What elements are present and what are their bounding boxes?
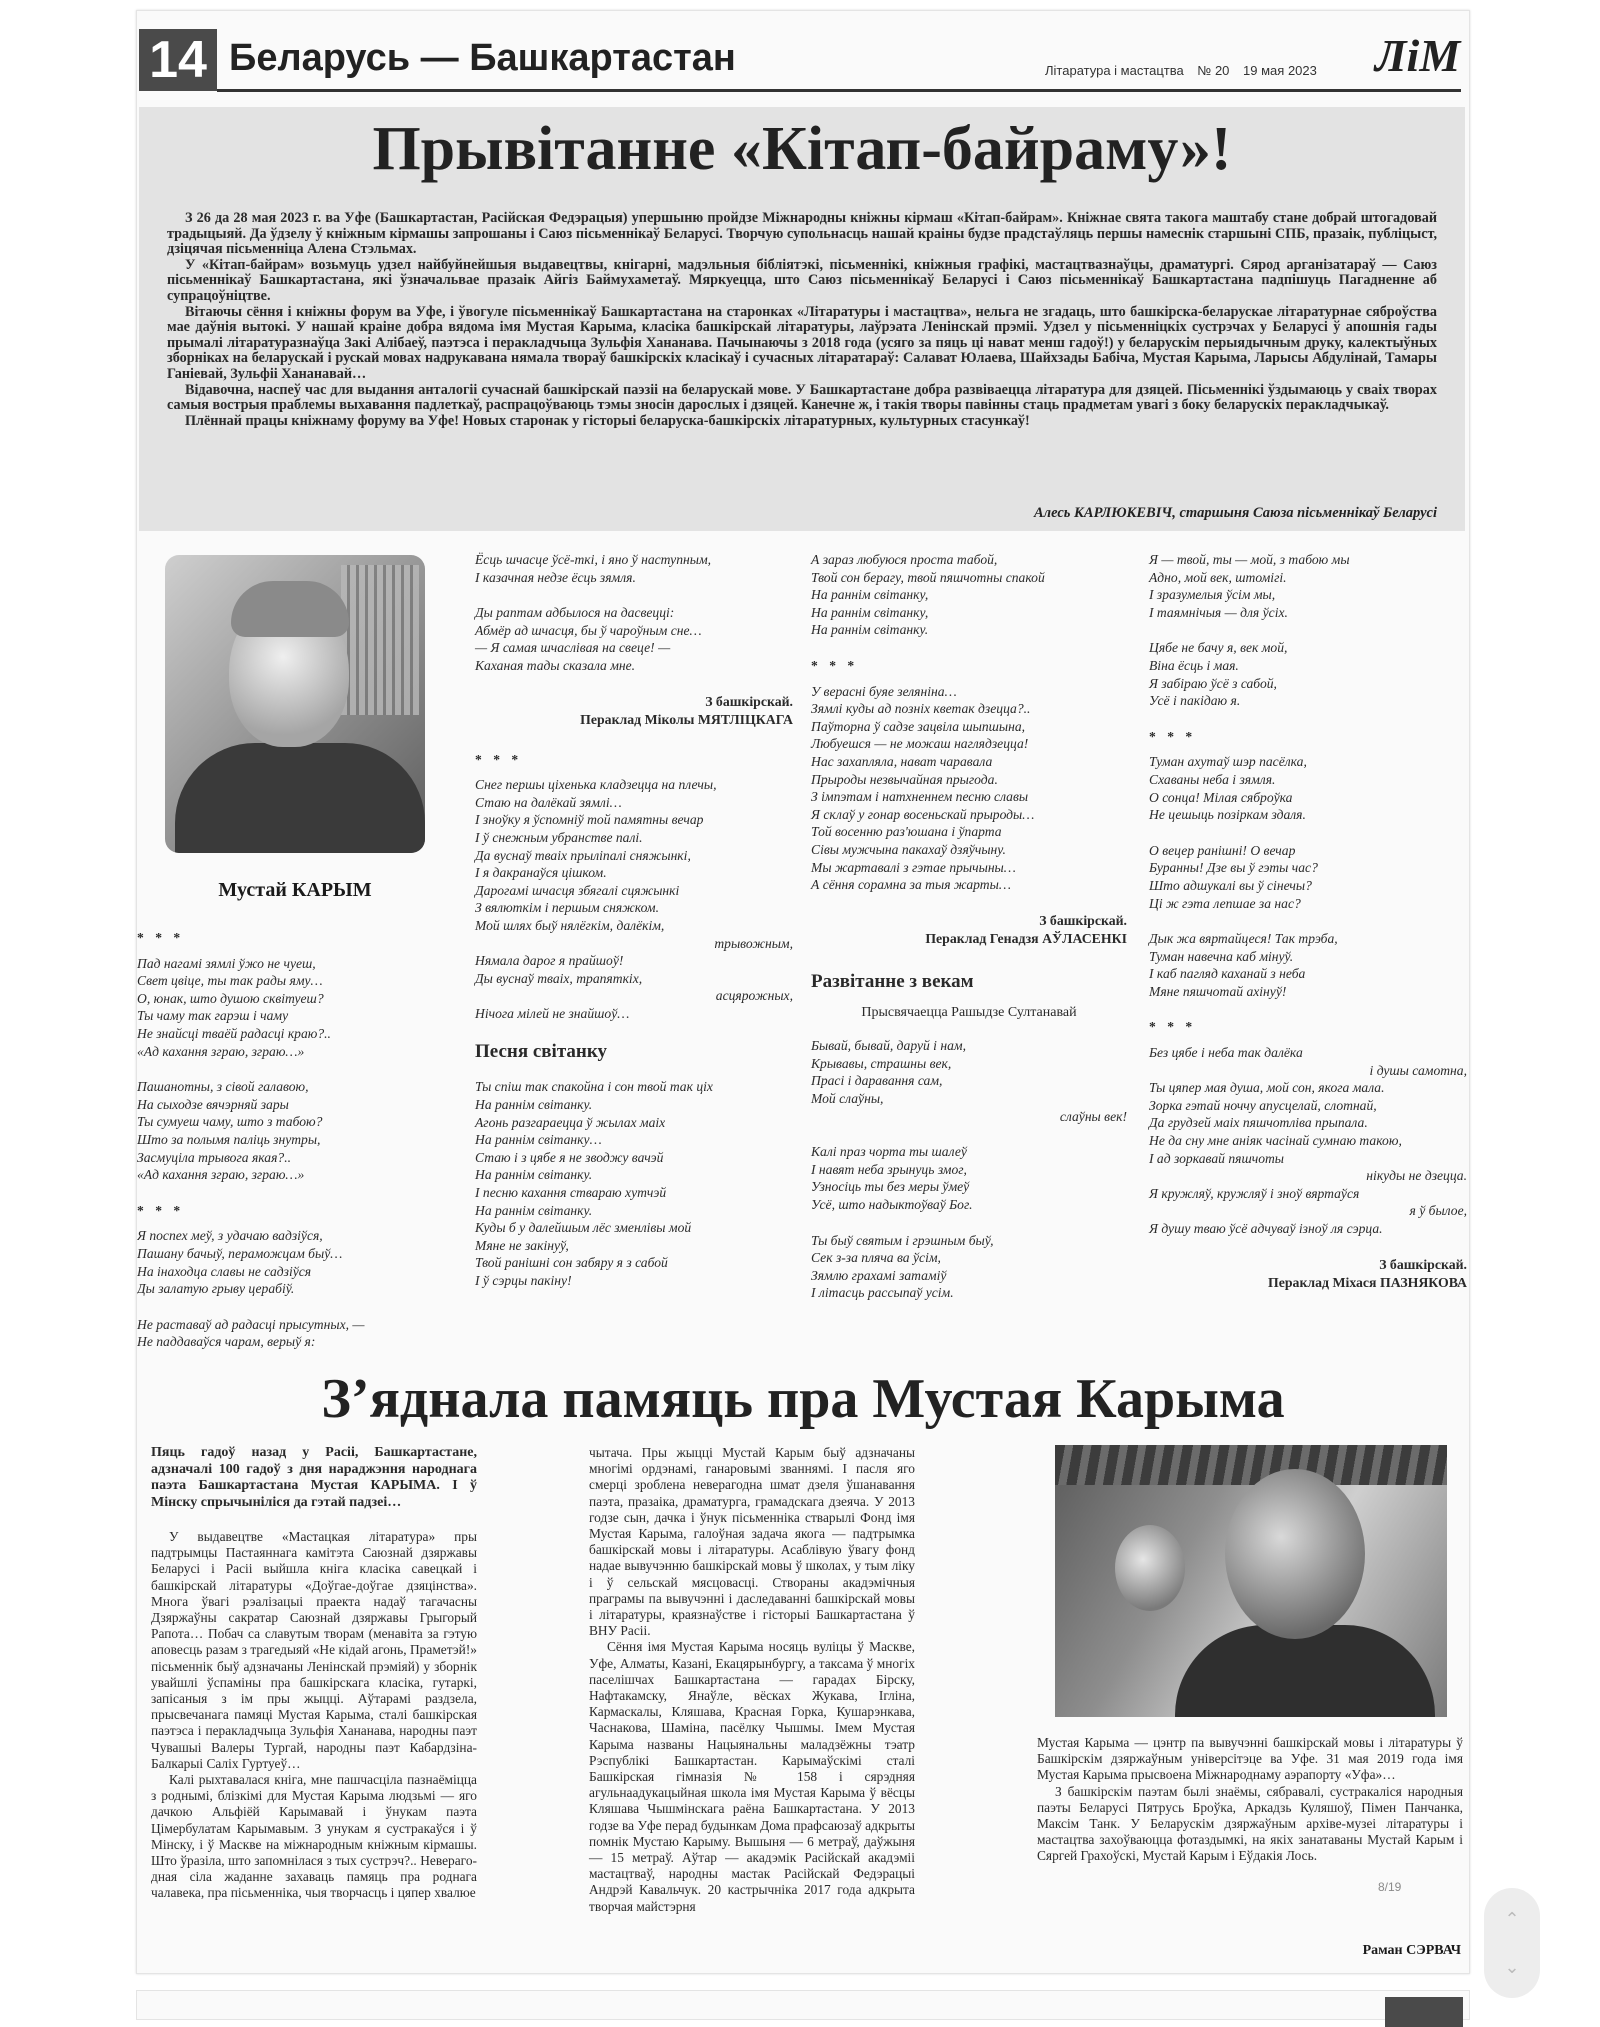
poem-line: Узносіць ты без меры ўмеў [811, 1179, 970, 1195]
poem-line: — Я самая шчаслівая на свеце! — [475, 640, 671, 656]
poem-stanza [811, 551, 1127, 639]
poem-stanza [1149, 1044, 1467, 1238]
poem-line: Прыроды незвычайная прыгода. [811, 771, 998, 787]
poem-line: Я — твой, ты — мой, з табою мы [1149, 552, 1350, 567]
greeting-paragraph: Плённай працы кніжнаму форуму ва Уфе! Новых старонак у гісторыі беларуска-башкірскіх літаратурных, культурных стасункаў! [185, 412, 1030, 429]
poem-line: Сек з-за пляча ва ўсім, [811, 1250, 941, 1266]
issue-date: 19 мая 2023 [1243, 63, 1317, 78]
greeting-body [167, 211, 1437, 429]
poem-line: На сыходзе вячэрняй зары [137, 1096, 289, 1112]
article-paragraph: З башкірскім паэтам былі знаёмы, сябравалі, сустракаліся народныя паэты Беларусі Пятрусь Броўка, Аркадзь Куляшоў, Пімен Панчанка, Максім Танк. У Беларускім дзяржаўным архіве-музеі літаратуры і мастацтва захоўваюцца фотаздымкі, на якіх занатаваны Мустай Карым і Сяргей Грахоўскі, Мустай Карым і Еўдакія Лось. [1037, 1783, 1463, 1864]
poem-stanza [811, 683, 1127, 894]
poem-line: О вецер ранішні! О вечар [1149, 842, 1296, 858]
issue-info [1045, 63, 1327, 78]
poem-stanza [1149, 753, 1467, 823]
newspaper-page [136, 10, 1470, 1974]
greeting-paragraph: Відавочна, наспеў час для выдання анталогіі сучаснай башкірскай паэзіі на беларускай мове. У Башкартастане добра развіваецца літаратура для дзяцей. Пісьменнікі ўздымаюць у сваіх творах самыя вострыя праблемы выхавання падлеткаў, распрацоўваюць тэмы зносін дарослых і дзяцей. Канечне ж, і такія творы павінны стаць прадметам увагі з боку беларускіх перакладчыкаў. [167, 381, 1437, 414]
photo-person-main [1225, 1469, 1365, 1639]
poem-line: Туман навечна каб мінуў. [1149, 948, 1294, 964]
credit-line: Пераклад Міколы МЯТЛІЦКАГА [580, 711, 793, 727]
poem-line: І зразумелыя ўсім мы, [1149, 587, 1276, 603]
poem-stanza [811, 1143, 1127, 1213]
poem-stanza [475, 604, 793, 674]
poem-line: Не да сну мне аніяк часінай сумнаю такою, [1149, 1133, 1402, 1149]
stanza-separator: * * * [137, 930, 185, 945]
credit-line: З башкірскай. [705, 693, 793, 709]
poem-line: Без цябе і неба так далёка [1149, 1045, 1303, 1061]
poems-column-1 [137, 917, 437, 1369]
poem-stanza [1149, 930, 1467, 1000]
poem-line: І казачная недзе ёсць зямля. [475, 569, 636, 585]
poem-line: Зямлю грахамі затаміў [811, 1267, 947, 1283]
poem-line: Схаваны неба і зямля. [1149, 771, 1276, 787]
poem-line: Зямлі куды ад позніх кветак дзецца?.. [811, 701, 1031, 717]
credit-line: Пераклад Міхася ПАЗНЯКОВА [1268, 1274, 1467, 1290]
page-number: 14 [139, 29, 217, 91]
poem-line: О, юнак, што душою сквітуеш? [137, 990, 324, 1006]
poems-column-2 [475, 551, 793, 1308]
poem-line: Твой ранішні сон забяру я з сабой [475, 1255, 668, 1271]
poem-line: І песню кахання ствараю хутчэй [475, 1185, 667, 1201]
article-paragraph: Мустая Карыма — цэнтр па вывучэнні башкірскай мовы і літаратуры ў Башкірскім дзяржаўным універсітэце ва Уфе. 31 мая 2019 года імя Мустая Карыма прысвоена Міжнароднаму аэрапорту «Уфа»… [1037, 1735, 1463, 1783]
poem-line: Цябе не бачу я, век мой, [1149, 640, 1288, 656]
poem-line: Туман ахутаў шэр пасёлка, [1149, 754, 1307, 770]
poem-line: Усё і пакідаю я. [1149, 693, 1241, 709]
author-portrait-photo [165, 555, 425, 853]
poem-line: Ёсць шчасце ўсё-ткі, і яно ў наступным, [475, 552, 712, 567]
poem-line: Паўторна ў садзе зацвіла шыпшына, [811, 718, 1026, 734]
greeting-paragraph: З 26 да 28 мая 2023 г. ва Уфе (Башкартастан, Расійская Федэрацыя) упершыню пройдзе Міжнародны кніжны кірмаш «Кітап-байрам». Кніжнае свята такога маштабу стане добрай штогадовай традыцыяй. Да ўдзелу ў кніжным кірмашы запрошаны і Саюз пісьменнікаў Беларусі. Творчую супольнасць нашай краіны будзе прадстаўляць першы намеснік старшыні СПБ, празаік, публіцыст, дзіцячая пісьменніца Алена Стэльмах. [167, 210, 1437, 258]
poem-line: На раннім світанку. [811, 622, 929, 638]
poem-line: Свет цвіце, ты так рады яму… [137, 973, 323, 989]
photo-person-left [1115, 1525, 1185, 1611]
poem-line: І я дакранаўся цішком. [475, 865, 607, 881]
poem-line: Прасі і даравання сам, [811, 1073, 943, 1089]
poem-line: І навят неба зрынуць змог, [811, 1161, 967, 1177]
poem-line: На раннім світанку. [475, 1202, 593, 1218]
poem-line: Не раставаў ад радасці прысутных, — [137, 1316, 365, 1332]
poem-line: Да грудзей маіх пяшчотліва прыпала. [1149, 1115, 1368, 1131]
archive-photo [1055, 1445, 1447, 1717]
credit-line: З башкірскай. [1379, 1256, 1467, 1272]
poem-line: Пашану бачыў, пераможцам быў… [137, 1245, 343, 1261]
poem-line: Абмёр ад шчасця, бы ў чароўным сне… [475, 622, 702, 638]
poem-line: я ў былое, [1409, 1203, 1467, 1219]
article-title: З’яднала памяць пра Мустая Карыма [321, 1368, 1285, 1430]
stanza-separator: * * * [137, 1202, 185, 1218]
poem-line: Ты чаму так гарэш і чаму [137, 1008, 289, 1024]
poem-line: Снег першы ціхенька кладзецца на плечы, [475, 777, 717, 793]
poem-stanza [137, 955, 437, 1061]
poem-line: І літасць рассыпаў усім. [811, 1285, 954, 1301]
poem-line: Не знайсці тваёй радасці краю?.. [137, 1025, 331, 1041]
poem-line: І таямнічыя — для ўсіх. [1149, 604, 1288, 620]
poem-line: Ды вуснаў тваіх, трапяткіх, [475, 970, 643, 986]
article-paragraph: Калі рыхтавалася кніга, мне пашчасціла пазнаёміцца з роднымі, блізкімі для Мустая Карыма людзьмі — яго дачкою Альфіёй Карымавай і ўнукам паэта Цімербулатам Карымавым. З унукам я сустракаўся і ў Мінску, і ў Маскве на міжнародным кніжным кірмашы. Што ўразіла, што запомнілася з тых сустрэч?.. Неверагодная сіла жаданне захаваць памяць пра роднага чалавека, пра пісьменніка, чыя творчасць і цяпер хвалюе [151, 1772, 477, 1901]
poem-line: А сёння сорамна за тыя жарты… [811, 877, 1011, 893]
stanza-separator: * * * [1149, 1019, 1197, 1035]
poem-line: Пад нагамі зямлі ўжо не чуеш, [137, 955, 316, 971]
poem-line: Ты спіш так спакойна і сон твой так ціх [475, 1079, 713, 1095]
poem-line: З імпэтам і натхненнем песню славы [811, 789, 1029, 805]
greeting-paragraph: У «Кітап-байрам» возьмуць удзел найбуйнейшыя выдавецтвы, кнігарні, мадэльныя бібліятэкі, пісьменнікі, кніжныя графікі, мастацтвазнаўцы, драматургі. Сярод арганізатараў — Саюз пісьменнікаў Башкартастана, які ўзначальвае празаік Айгіз Баймухаметаў. Мяркуецца, што Саюз пісьменнікаў Беларусі і Саюз пісьменнікаў Башкартастана падпішуць Пагадненне аб супрацоўніцтве. [167, 256, 1437, 304]
poem-line: Ды залатую грыву церабіў. [137, 1281, 295, 1297]
poems-column-3 [811, 551, 1127, 1320]
poem-line: Што за полымя паліць знутры, [137, 1131, 321, 1147]
poem-line: Твой сон берагу, твой пяшчотны спакой [811, 569, 1045, 585]
page-scroll-control[interactable] [1484, 1888, 1540, 1998]
poem-line: Каханая тады сказала мне. [475, 657, 636, 673]
poem-line: На раннім світанку, [811, 587, 929, 603]
stanza-separator: * * * [1149, 728, 1197, 744]
poem-line: Сівы мужчына пакахаў дзяўчыну. [811, 841, 1006, 857]
poem-line: Зорка гэтай ноччу апусцелай, слотнай, [1149, 1097, 1377, 1113]
poem-stanza [1149, 639, 1467, 709]
poem-stanza [1149, 551, 1467, 621]
poem-line: На інаходца славы не садзіўся [137, 1263, 312, 1279]
bookshelf [341, 565, 419, 715]
stanza-separator: * * * [475, 751, 523, 767]
poem-line: На раннім світанку… [475, 1132, 602, 1148]
poem-line: Агонь разгараецца ў жылах маіх [475, 1114, 666, 1130]
poem-line: На раннім світанку, [811, 604, 929, 620]
photo-roof [1055, 1445, 1447, 1485]
portrait-hair [231, 581, 349, 637]
poem-line: Калі праз чорта ты шалеў [811, 1144, 967, 1160]
poem-line: І каб пагляд каханай з неба [1149, 966, 1306, 982]
poem-line: Стаю на далёкай зямлі… [475, 794, 622, 810]
poem-line: Я поспех меў, з удачаю вадзіўся, [137, 1228, 323, 1244]
poem-line: «Ад кахання зграю, зграю…» [137, 1167, 305, 1183]
poem-dedication: Прысвячаецца Рашыдзе Султанавай [861, 1004, 1077, 1020]
poem-title: Песня світанку [475, 1041, 608, 1063]
translation-credit [811, 912, 1127, 948]
poem-line: Крывавы, страшны век, [811, 1055, 952, 1071]
poems-column-4 [1149, 551, 1467, 1314]
poem-line: З вялюткім і першым сняжком. [475, 900, 659, 916]
poem-line: Я душу тваю ўсё адчуваў ізноў ля сэрца. [1149, 1221, 1383, 1236]
poem-stanza [137, 1078, 437, 1184]
poem-line: Дарогамі шчасця збягалі сцяжынкі [475, 882, 680, 898]
poem-author: Мустай КАРЫМ [218, 879, 372, 901]
article-paragraph: Сёння імя Мустая Карыма носяць вуліцы ў Маскве, Уфе, Алматы, Казані, Екацярынбургу, а таксама ў многіх паселішчах Башкартастана — гарадах Бірску, Нафтакамску, Янаўле, вёсках Жукава, Ігліна, Кармаскалы, Кляшава, Красная Горка, Кушарэнкава, Часнакова, Шаміна, пасёлку Чышмы. Імем Мустая Карыма названы Нацыянальны маладзёжны тэатр Рэспублікі Башкартастан. Карымаўскімі сталі Башкірская гімназія № 158 і сярэдняя агульнаадукацыйная школа імя Мустая Карыма ў вёсцы Кляшава Чышмінскага раёна Башкартастана. У 2013 годзе ва Уфе перад будынкам Дома прафсаюзаў адкрыты помнік Мустаю Карыму. Вышыня — 6 метраў, даўжыня — 15 метраў. Аўтар — акадэмік Расійскай акадэміі мастацтваў, народны мастак Расійскай Федэрацыі Андрэй Кавальчук. 20 кастрычніка 2017 года адкрыта творчая майстэрня [589, 1639, 915, 1914]
poem-line: У верасні буяе зеляніна… [811, 683, 957, 699]
poem-line: Мой слаўны, [811, 1091, 884, 1107]
poem-stanza [811, 1232, 1127, 1302]
poem-line: асцярожных, [715, 988, 793, 1004]
poem-line: Той восенню раз'юшана і ўпарта [811, 824, 1002, 840]
poem-title: Развітанне з векам [811, 970, 974, 992]
article-column-2 [589, 1445, 915, 1915]
poem-line: Ды раптам адбылося на дасвецці: [475, 605, 675, 621]
newspaper-logo: ЛіМ [1375, 30, 1461, 81]
page-indicator: 8/19 [1378, 1880, 1402, 1894]
greeting-paragraph: Вітаючы сёння і кніжны форум ва Уфе, і ўвогуле пісьменнікаў Башкартастана на старонках «Літаратуры і мастацтва», нельга не згадаць, што башкірска-беларускае літаратурнае сяброўства мае даўнія вытокі. У нашай краіне добра вядома імя Мустая Карыма, класіка башкірскай літаратуры, лаўрэата Ленінскай прэміі. Удзел у пісьменніцкіх сустрэчах у Беларусі ў апошнія гады прымалі літаратуразнаўца Закі Алібаеў, паэтэса і перакладчыца Зульфія Хананава. Пачынаючы з 2018 года (усяго за пяць ці нават менш гадоў!) у беларускім перыядычным друку, калектыўных зборніках на беларускай і рускай мовах надрукавана нямала твораў башкірскіх класікаў і сучасных літаратараў: Салават Юлаева, Шайхзады Бабіча, Мустая Карыма, Ларысы Абдулінай, Тамары Ганіевай, Зульфіі Хананавай… [167, 303, 1437, 382]
chevron-down-icon[interactable]: ⌄ [1504, 1957, 1520, 1978]
poem-line: Засмуціла трывога якая?.. [137, 1149, 292, 1165]
article-column-1 [151, 1445, 477, 1902]
poem-line: Што адшукалі вы ў сінечы? [1149, 877, 1312, 893]
poem-line: Да вуснаў тваіх прыліпалі сняжынкі, [475, 847, 691, 863]
poem-line: Дык жа вяртайцеся! Так трэба, [1149, 931, 1338, 947]
translation-credit [475, 693, 793, 729]
article-signature: Раман СЭРВАЧ [1362, 1943, 1461, 1958]
next-page-preview [136, 1990, 1470, 2020]
poem-stanza [475, 551, 793, 586]
newspaper-name: Літаратура і мастацтва [1045, 63, 1184, 78]
portrait-suit [175, 743, 425, 853]
poem-line: слаўны век! [1059, 1108, 1127, 1124]
stanza-separator: * * * [811, 657, 859, 673]
poem-line: нікуды не дзецца. [1366, 1168, 1467, 1184]
greeting-signature: Алесь КАРЛЮКЕВІЧ, старшыня Саюза пісьменнікаў Беларусі [1034, 505, 1437, 521]
poem-line: Не паддаваўся чарам, верыў я: [137, 1334, 316, 1350]
poem-line: Нас захапляла, нават чаравала [811, 753, 993, 769]
poem-line: Стаю і з цябе я не зводжу вачэй [475, 1149, 664, 1165]
poem-line: На раннім світанку. [475, 1097, 593, 1113]
poem-line: Ты сумуеш чаму, што з табою? [137, 1114, 323, 1130]
header-rule [217, 89, 1461, 92]
poem-line: А зараз любуюся проста табой, [811, 552, 998, 567]
poem-stanza [475, 776, 793, 1022]
article-paragraph: У выдавецтве «Мастацкая літаратура» пры падтрымцы Пастаяннага камітэта Саюзнай дзяржавы Беларусі і Расіі выйшла кніга класіка савецкай і башкірскай літаратуры «Доўгае-доўгае дзяцінства». Многа ўвагі рэалізацыі праекта надаў тагачасны Дзяржаўны сакратар Саюзнай дзяржавы Грыгорый Рапота… Побач са славутым творам (менавіта за гэтую аповесць разам з трагедыяй «Не кідай агонь, Праметэй!» пісьменнік быў адзначаны Ленінскай прэміяй) у зборнік увайшлі ўспаміны пра башкірскага класіка, гутаркі, запісаныя з ім пры жыцці. Аўтарамі раздзела, прысвечанага памяці Мустая Карыма, сталі башкірская паэтэса і перакладчыца Зульфія Хананава, народны паэт Чувашыі Валеры Тургай, народны паэт Кабардзіна-Балкарыі Саліх Гуртуеў… [151, 1529, 477, 1771]
poem-stanza [475, 1078, 793, 1289]
article-column-3 [1037, 1735, 1463, 1865]
poem-line: Куды б у далейшым лёс зменлівы мой [475, 1220, 692, 1236]
article-lead: Пяць гадоў назад у Расіі, Башкартастане, адзначалі 100 гадоў з дня нараджэння народнага паэта Башкартастана Мустая КАРЫМА. І ў Мінску спрычыніліся да гэтай падзеі… [151, 1445, 477, 1510]
poem-stanza [137, 1227, 437, 1297]
next-page-logo-fragment [167, 1993, 207, 2019]
poem-line: «Ад кахання зграю, зграю…» [137, 1043, 305, 1059]
poem-stanza [1149, 842, 1467, 912]
poem-line: Нямала дарог я прайшоў! [475, 953, 624, 969]
poem-line: І ад зоркавай пяшчоты [1149, 1150, 1285, 1166]
poem-line: Мяне не закінуў, [475, 1237, 569, 1253]
chevron-up-icon[interactable]: ⌃ [1504, 1909, 1520, 1930]
page-header [137, 11, 1469, 99]
photo-person-body [1175, 1625, 1435, 1717]
poem-line: О сонца! Мілая сяброўка [1149, 789, 1293, 805]
poem-line: Бывай, бывай, даруй і нам, [811, 1038, 966, 1054]
poem-line: Буранны! Дзе вы ў гэты час? [1149, 860, 1318, 876]
article-paragraph: чытача. Пры жыцці Мустай Карым быў адзначаны многімі ордэнамі, ганаровымі званнямі. І пасля яго смерці зроблена неверагодна шмат дзеля ўшанавання паэта, празаіка, драматурга, грамадскага дзеяча. У 2013 годзе сын, дачка і ўнук пісьменніка стварылі Фонд імя Мустая Карыма, галоўная задача якога — падтрымка башкірскай мовы і літаратуры. Асаблівую ўвагу фонд надае вывучэнню башкірскай мовы ў школах, у тым ліку і ў сельскай мясцовасці. Створаны акадэмічныя праграмы па вывучэнні і даследаванні башкірскай мовы і літаратуры, краязнаўстве і гісторыі Башкартастана ў ВНУ Расіі. [589, 1445, 915, 1639]
poem-line: Любуешся — не можаш наглядзецца! [811, 736, 1029, 752]
poem-line: На раннім світанку. [475, 1167, 593, 1183]
translation-credit [1149, 1256, 1467, 1292]
poem-line: Мы жартавалі з гэтае прычыны… [811, 859, 1016, 875]
poem-line: трывожным, [714, 935, 793, 951]
credit-line: Пераклад Генадзя АЎЛАСЕНКІ [925, 930, 1127, 946]
poem-line: Я забіраю ўсё з сабой, [1149, 675, 1277, 691]
issue-number: № 20 [1197, 63, 1230, 78]
poem-line: Ты быў святым і грэшным быў, [811, 1232, 994, 1248]
poem-line: Пашанотны, з сівой галавою, [137, 1079, 309, 1095]
greeting-title: Прывітанне «Кітап-байраму»! [372, 115, 1232, 183]
poem-line: Адно, мой век, штомігі. [1149, 569, 1287, 585]
credit-line: З башкірскай. [1039, 912, 1127, 928]
poem-line: Я склаў у гонар восеньскай прыроды… [811, 806, 1035, 822]
poem-line: Нічога мілей не знайшоў… [475, 1005, 630, 1021]
poem-line: і душы самотна, [1369, 1062, 1467, 1078]
poem-line: Не цешыць позіркам здаля. [1149, 807, 1306, 823]
poem-line: Ты цяпер мая душа, мой сон, якога мала. [1149, 1080, 1385, 1096]
poem-line: Усё, што надыктоўваў Бог. [811, 1197, 973, 1213]
poem-line: Я кружляў, кружляў і зноў вяртаўся [1149, 1185, 1360, 1201]
poem-line: Віна ёсць і мая. [1149, 657, 1239, 673]
next-page-number-box [1385, 1997, 1463, 2027]
poem-line: І зноўку я ўспомніў той памятны вечар [475, 812, 704, 828]
poem-stanza [137, 1316, 437, 1351]
rubric-title: Беларусь — Башкартастан [229, 37, 736, 79]
poem-line: Мой шлях быў нялёгкім, далёкім, [475, 917, 665, 933]
poem-line: Ці ж гэта лепшае за нас? [1149, 895, 1301, 911]
poem-line: І ў сэрцы пакіну! [475, 1273, 572, 1288]
poem-line: І ў снежным убранстве палі. [475, 829, 643, 845]
poem-stanza [811, 1037, 1127, 1125]
greeting-box [139, 107, 1465, 531]
poem-line: Мяне пяшчотай ахінуў! [1149, 983, 1287, 999]
